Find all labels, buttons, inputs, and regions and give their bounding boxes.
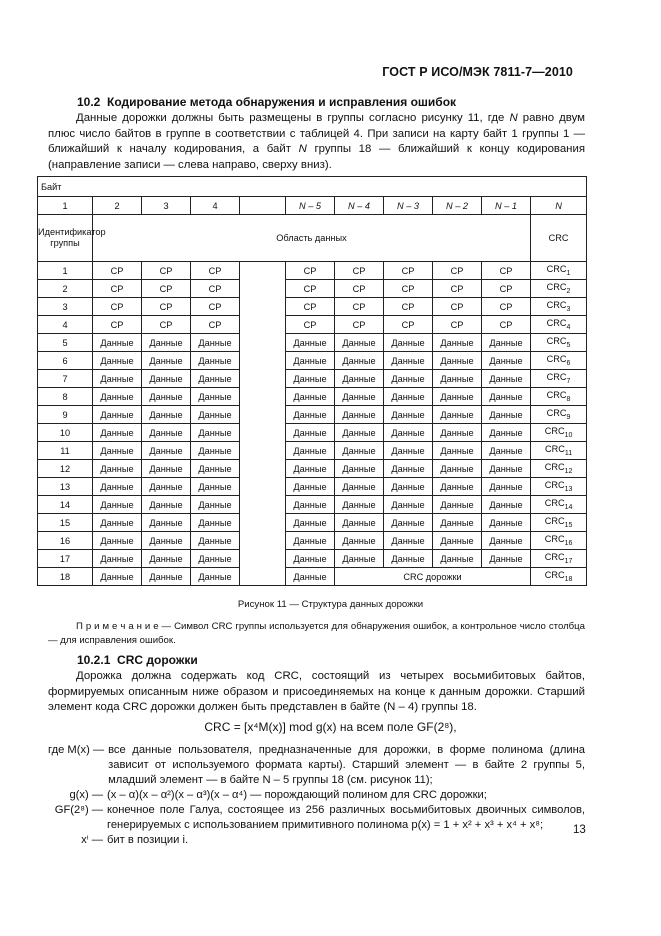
gap-cell [240,334,286,352]
cp-cell: CP [142,316,191,334]
group-number-cell: 18 [38,568,93,586]
gap-cell [240,370,286,388]
gap-cell [240,496,286,514]
table-row [38,262,587,280]
data-cell: Данные [191,370,240,388]
crc-label: CRC [546,354,567,364]
data-cell: Данные [93,442,142,460]
cp-cell: CP [335,262,384,280]
col-header: 2 [93,197,142,215]
table-row [38,388,587,406]
crc-cell [531,478,587,496]
group-number-cell: 14 [38,496,93,514]
group-number-cell: 12 [38,460,93,478]
data-cell: Данные [482,532,531,550]
crc-subscript: 1 [566,270,571,277]
data-cell: Данные [335,442,384,460]
cp-cell: CP [93,316,142,334]
data-cell: Данные [93,550,142,568]
table-row [38,406,587,424]
cp-cell: CP [191,316,240,334]
group-number-cell: 5 [38,334,93,352]
data-cell: Данные [286,460,335,478]
data-cell: Данные [384,388,433,406]
cp-cell: CP [142,262,191,280]
gap-cell [240,352,286,370]
data-cell: Данные [191,532,240,550]
definition-term: где M(x) — [48,744,105,756]
crc-subscript: 18 [564,576,573,583]
data-cell: Данные [191,406,240,424]
data-cell: Данные [286,442,335,460]
data-cell: Данные [286,496,335,514]
crc-cell [531,316,587,334]
data-cell: Данные [142,496,191,514]
table-row [38,550,587,568]
data-cell: Данные [191,388,240,406]
data-cell: Данные [433,514,482,532]
data-cell: Данные [384,442,433,460]
data-cell: Данные [93,532,142,550]
cp-cell: CP [335,298,384,316]
definition-text: бит в позиции i. [107,834,189,846]
col-header: N – 1 [482,197,531,215]
cp-cell: CP [142,298,191,316]
definitions [48,743,585,848]
crc-label: CRC [544,570,565,580]
intro-var-n: N [509,112,518,124]
cp-cell: CP [384,262,433,280]
crc-cell [531,370,587,388]
col-header: N – 4 [335,197,384,215]
data-cell: Данные [286,424,335,442]
group-number-cell: 9 [38,406,93,424]
data-cell: Данные [142,442,191,460]
data-cell: Данные [433,442,482,460]
data-cell: Данные [482,424,531,442]
crc-subscript: 4 [566,324,571,331]
crc-subscript: 17 [564,558,573,565]
col-header: 4 [191,197,240,215]
data-cell: Данные [384,478,433,496]
cp-cell: CP [93,262,142,280]
crc-subscript: 13 [564,486,573,493]
gap-cell [240,388,286,406]
gap-cell [240,568,286,586]
data-cell: Данные [286,352,335,370]
data-cell: Данные [433,388,482,406]
data-cell: Данные [335,370,384,388]
intro-var-n-2: N [298,143,307,156]
cp-cell: CP [482,298,531,316]
byte-caption: Байт [38,177,587,197]
data-cell: Данные [482,334,531,352]
definition-item [48,743,585,788]
data-cell: Данные [286,514,335,532]
table-row [38,370,587,388]
subsection-title: CRC дорожки [117,653,198,667]
crc-label: CRC [546,282,567,292]
crc-label: CRC [544,498,565,508]
data-cell: Данные [286,550,335,568]
data-cell: Данные [482,352,531,370]
data-cell: Данные [482,514,531,532]
data-cell: Данные [93,514,142,532]
crc-label: CRC [546,264,567,274]
crc-subscript: 14 [564,504,573,511]
table-row [38,442,587,460]
data-cell: Данные [93,460,142,478]
data-cell: Данные [384,352,433,370]
group-number-cell: 7 [38,370,93,388]
table-row [38,352,587,370]
crc-subscript: 12 [564,468,573,475]
crc-subscript: 2 [566,288,571,295]
data-cell: Данные [93,388,142,406]
gap-cell [240,532,286,550]
gap-cell [240,280,286,298]
cp-cell: CP [384,298,433,316]
data-cell: Данные [335,532,384,550]
data-cell: Данные [384,370,433,388]
crc-paragraph: Дорожка должна содержать код CRC, состоящий из четырех восьмибитовых байтов, формируемых описанным ниже образом и присоединяемых на конце к данным дорожки. Старший элемент кода CRC дорожки должен быть представлен в байте (N – 4) группы 18. [48,670,585,714]
data-cell: Данные [93,370,142,388]
document-header: ГОСТ Р ИСО/МЭК 7811-7—2010 [382,65,573,79]
gap-cell [240,478,286,496]
data-cell: Данные [286,334,335,352]
crc-label: CRC [546,390,567,400]
group-number-cell: 15 [38,514,93,532]
data-cell: Данные [335,514,384,532]
data-cell: Данные [433,460,482,478]
data-cell: Данные [433,550,482,568]
crc-label: CRC [544,552,565,562]
data-cell: Данные [286,406,335,424]
table-row [38,298,587,316]
data-cell: Данные [482,460,531,478]
data-cell: Данные [384,460,433,478]
data-cell: Данные [482,388,531,406]
figure-caption: Рисунок 11 — Структура данных дорожки [237,599,424,610]
table-row [38,280,587,298]
group-number-cell: 4 [38,316,93,334]
table-row [38,568,587,586]
crc-label: CRC [546,372,567,382]
gap-cell [240,197,286,215]
section-title: Кодирование метода обнаружения и исправления ошибок [107,95,457,109]
data-cell: Данные [142,370,191,388]
gap-cell [240,514,286,532]
data-cell: Данные [142,514,191,532]
intro-part-1: Данные дорожки должны быть размещены в группы согласно рисунку 11, где [76,112,505,124]
definition-item [48,833,585,848]
data-cell: Данные [191,550,240,568]
definition-text: конечное поле Галуа, состоящее из 256 различных восьмибитовых двоичных символов, генерируемых с использованием примитивного полинома p(x) = 1 + x² + x³ + x⁴ + x⁸; [107,804,585,831]
crc-cell [531,424,587,442]
data-cell: Данные [142,352,191,370]
crc-cell [531,280,587,298]
data-cell: Данные [335,334,384,352]
cp-cell: CP [433,262,482,280]
crc-label: CRC [544,480,565,490]
crc-cell [531,262,587,280]
data-cell: Данные [335,424,384,442]
gap-cell [240,298,286,316]
group-number-cell: 11 [38,442,93,460]
cp-cell: CP [482,280,531,298]
data-cell: Данные [142,550,191,568]
note-text: Символ CRC группы используется для обнаружения ошибок, а контрольное число столбца — для исправления ошибок. [48,621,585,646]
intro-paragraph [48,111,585,173]
cp-cell: CP [335,316,384,334]
gap-cell [240,406,286,424]
data-cell: Данные [93,334,142,352]
crc-subscript: 10 [564,432,573,439]
cp-cell: CP [286,280,335,298]
gap-cell [240,316,286,334]
data-cell: Данные [384,334,433,352]
crc-cell [531,460,587,478]
data-cell: Данные [286,478,335,496]
cp-cell: CP [433,298,482,316]
data-cell: Данные [191,568,240,586]
data-cell: Данные [191,478,240,496]
crc-subscript: 15 [564,522,573,529]
data-cell: Данные [191,442,240,460]
table-row [38,532,587,550]
crc-subscript: 11 [564,450,573,457]
data-cell: Данные [335,406,384,424]
definition-text: все данные пользователя, предназначенные для дорожки, в форме полинома (длина зависит от используемого формата карты). Старший элемент — в байте 2 группы 5, младший элемент — в байте N – 5 группы 18 (см. рисунок 11); [108,744,585,786]
data-cell: Данные [433,496,482,514]
data-cell: Данные [286,532,335,550]
data-cell: Данные [335,460,384,478]
cp-cell: CP [384,316,433,334]
crc-cell [531,388,587,406]
intro-part-3: группы 18 — ближайший к концу кодирования (направление записи — слева направо, сверху вниз). [48,143,585,171]
data-cell: Данные [142,568,191,586]
col-header: 1 [38,197,93,215]
cp-cell: CP [286,316,335,334]
col-header: N – 2 [433,197,482,215]
data-cell: Данные [433,370,482,388]
data-cell: Данные [142,478,191,496]
data-cell: Данные [482,406,531,424]
data-cell: Данные [482,550,531,568]
crc-formula: CRC = [x⁴M(x)] mod g(x) на всем поле GF(2⁸), [204,720,457,734]
crc-cell [531,442,587,460]
cp-cell: CP [482,262,531,280]
group-number-cell: 10 [38,424,93,442]
cp-cell: CP [93,280,142,298]
crc-subscript: 8 [566,396,571,403]
data-cell: Данные [384,532,433,550]
table-row [38,424,587,442]
definition-term: xⁱ — [81,834,103,846]
cp-cell: CP [93,298,142,316]
cp-cell: CP [482,316,531,334]
data-cell: Данные [142,334,191,352]
data-cell: Данные [93,424,142,442]
crc-label: CRC [544,516,565,526]
crc-label: CRC [544,444,565,454]
data-cell: Данные [191,514,240,532]
cp-cell: CP [191,262,240,280]
group-number-cell: 6 [38,352,93,370]
data-cell: Данные [93,478,142,496]
data-cell: Данные [191,352,240,370]
data-cell: Данные [142,424,191,442]
data-cell: Данные [142,388,191,406]
data-cell: Данные [482,478,531,496]
section-heading [77,95,456,109]
data-cell: Данные [191,460,240,478]
data-cell: Данные [433,478,482,496]
crc-cell [531,532,587,550]
crc-cell [531,514,587,532]
group-number-cell: 13 [38,478,93,496]
data-cell: Данные [433,406,482,424]
definition-term: GF(2⁸) — [54,804,103,816]
data-cell: Данные [433,352,482,370]
crc-label: CRC [546,336,567,346]
cp-cell: CP [433,280,482,298]
group-number-cell: 17 [38,550,93,568]
data-cell: Данные [191,424,240,442]
data-cell: Данные [482,370,531,388]
data-cell: Данные [433,424,482,442]
data-cell: Данные [142,406,191,424]
col-header: 3 [142,197,191,215]
data-cell: Данные [335,352,384,370]
cp-cell: CP [286,262,335,280]
data-cell: Данные [433,334,482,352]
data-cell: Данные [335,478,384,496]
data-cell: Данные [335,388,384,406]
data-cell: Данные [286,370,335,388]
cp-cell: CP [433,316,482,334]
data-cell: Данные [191,334,240,352]
table-row [38,460,587,478]
crc-cell [531,550,587,568]
table-row [38,334,587,352]
section-number: 10.2 [77,95,101,109]
data-cell: Данные [93,568,142,586]
crc-subscript: 16 [564,540,573,547]
cp-cell: CP [191,280,240,298]
crc-subscript: 6 [566,360,571,367]
cp-cell: CP [142,280,191,298]
crc-cell [531,568,587,586]
crc-cell [531,406,587,424]
data-cell: Данные [93,406,142,424]
data-area-header: Область данных [93,215,531,262]
data-cell: Данные [335,496,384,514]
crc-subscript: 3 [566,306,571,313]
data-cell: Данные [384,514,433,532]
crc-label: CRC [544,462,565,472]
data-cell: Данные [142,532,191,550]
data-cell: Данные [433,532,482,550]
crc-cell [531,352,587,370]
data-cell: Данные [384,424,433,442]
note-label: П р и м е ч а н и е — [76,621,172,632]
data-cell: Данные [191,496,240,514]
crc-cell [531,496,587,514]
data-cell: Данные [482,496,531,514]
table-row [38,316,587,334]
group-number-cell: 2 [38,280,93,298]
table-row [38,514,587,532]
crc-label: CRC [546,318,567,328]
group-number-cell: 16 [38,532,93,550]
col-header: N – 3 [384,197,433,215]
crc-cell [531,334,587,352]
cp-cell: CP [384,280,433,298]
group-number-cell: 8 [38,388,93,406]
gap-cell [240,424,286,442]
data-cell: Данные [286,388,335,406]
col-header: N [531,197,587,215]
crc-label: CRC [544,534,565,544]
table-row [38,496,587,514]
definition-term: g(x) — [69,789,103,801]
crc-label: CRC [546,300,567,310]
data-cell: Данные [142,460,191,478]
data-cell: Данные [384,496,433,514]
note [48,620,585,647]
crc-subscript: 9 [566,414,571,421]
crc-subscript: 7 [566,378,571,385]
cp-cell: CP [335,280,384,298]
subsection-number: 10.2.1 [77,653,111,667]
crc-label: CRC [546,408,567,418]
gap-cell [240,442,286,460]
crc-subscript: 5 [566,342,571,349]
crc-label: CRC [544,426,565,436]
track-data-table [37,176,587,586]
definition-item [48,803,585,833]
crc-header: CRC [531,215,587,262]
intro-part-2: равно двум плюс число байтов в группе в соответствии с таблицей 4. При записи на карту байт 1 группы 1 — ближайший к началу кодирования, а байт [48,112,585,156]
definition-item [48,788,585,803]
subsection-heading [77,653,198,667]
crc-track-cell: CRC дорожки [335,568,531,586]
data-cell: Данные [482,442,531,460]
crc-cell [531,298,587,316]
data-cell: Данные [384,550,433,568]
data-cell: Данные [286,568,335,586]
data-cell: Данные [335,550,384,568]
gap-cell [240,262,286,280]
group-number-cell: 1 [38,262,93,280]
page-number: 13 [573,824,586,836]
gap-cell [240,460,286,478]
data-cell: Данные [93,352,142,370]
table-row [38,478,587,496]
cp-cell: CP [286,298,335,316]
group-id-header: Идентификатор группы [38,215,93,262]
cp-cell: CP [191,298,240,316]
gap-cell [240,550,286,568]
group-number-cell: 3 [38,298,93,316]
definition-text: (x – α)(x – α²)(x – α³)(x – α⁴) — порождающий полином для CRC дорожки; [107,789,487,801]
data-cell: Данные [384,406,433,424]
data-cell: Данные [93,496,142,514]
col-header: N – 5 [286,197,335,215]
